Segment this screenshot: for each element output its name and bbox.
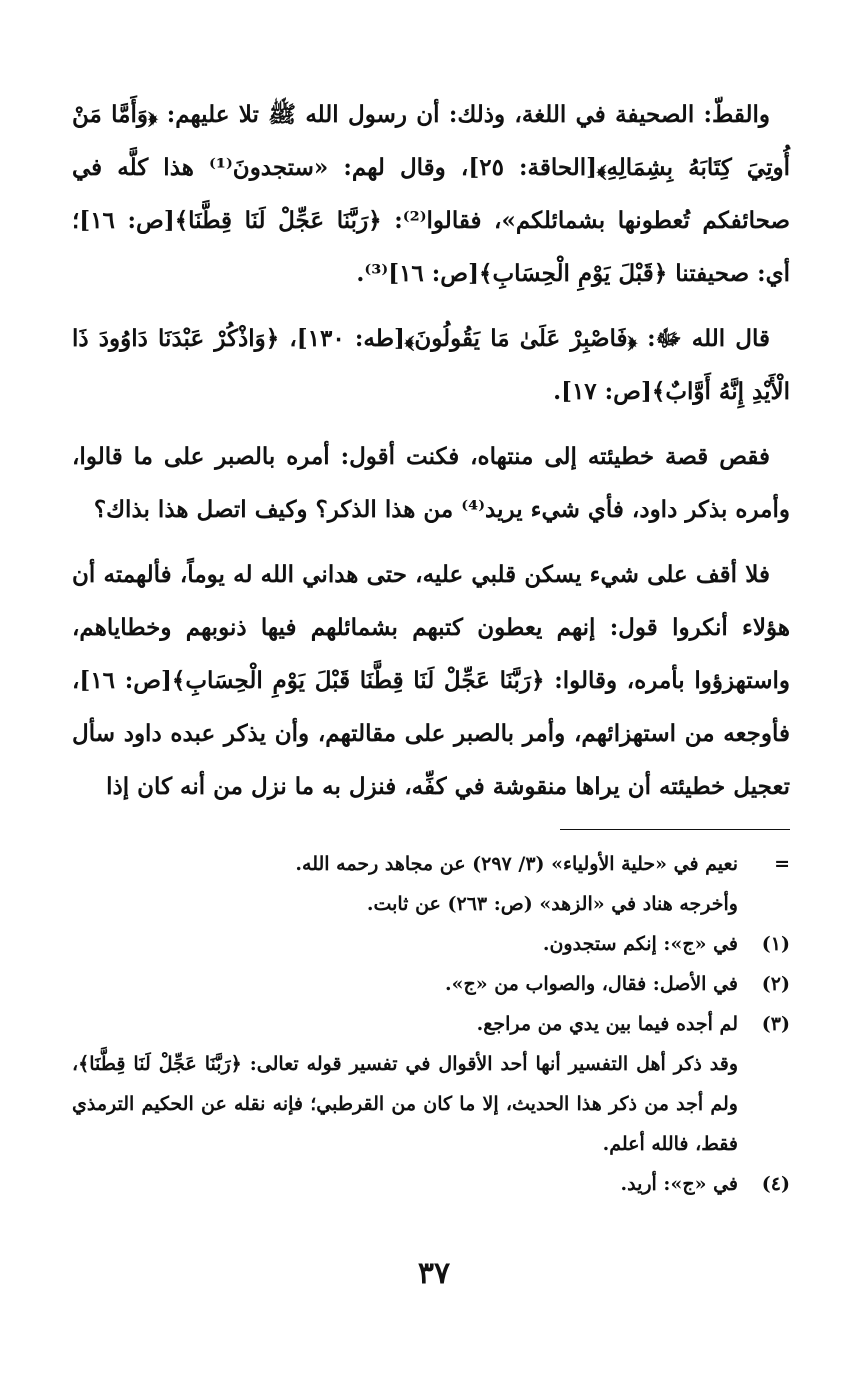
footnote-4 [72,1164,790,1204]
paragraph-1: والقطّ: الصحيفة في اللغة، وذلك: أن رسول الله ﷺ تلا عليهم: ﴿وَأَمَّا مَنْ أُوتِيَ كِتَابَهُ بِشِمَالِهِ﴾[الحاقة: ٢٥]، وقال لهم: «ستجدونَ⁽¹⁾ هذا كلَّه في صحائفكم تُعطونها بشمائلكم»، فقالوا⁽²⁾: ﴿رَبَّنَا عَجِّلْ لَنَا قِطَّنَا﴾[ص: ١٦]؛ أي: صحيفتنا ﴿قَبْلَ يَوْمِ الْحِسَابِ﴾[ص: ١٦]⁽³⁾. [72,101,790,287]
paragraph-3: فقص قصة خطيئته إلى منتهاه، فكنت أقول: أمره بالصبر على ما قالوا، وأمره بذكر داود، فأي شيء يريد⁽⁴⁾ من هذا الذكر؟ وكيف اتصل هذا بذاك؟ [72,443,790,523]
footnote-2-marker: (٢) [761,973,790,995]
footnote-3-text: لم أجده فيما بين يدي من مراجع. [476,1013,738,1035]
footnote-continued-text: نعيم في «حلية الأولياء» (٣/ ٢٩٧) عن مجاهد رحمه الله. [295,853,738,875]
footnote-1-marker: (١) [761,933,790,955]
footnote-continued-marker: = [774,853,790,875]
page-number: ٣٧ [417,1256,451,1291]
footnote-1 [72,924,790,964]
footnote-divider [560,829,790,830]
main-text [72,88,790,813]
footnote-3 [72,1004,790,1044]
footnote-4-marker: (٤) [761,1173,790,1195]
footnotes [72,844,790,1204]
footnote-3-marker: (٣) [761,1013,790,1035]
paragraph-2: قال الله ﷻ: ﴿فَاصْبِرْ عَلَىٰ مَا يَقُولُونَ﴾[طه: ١٣٠]، ﴿وَاذْكُرْ عَبْدَنَا دَاوُودَ ذَا الْأَيْدِ إِنَّهُ أَوَّابٌ﴾[ص: ١٧]. [72,325,790,405]
footnote-continued-line2: وأخرجه هناد في «الزهد» (ص: ٢٦٣) عن ثابت. [366,893,738,915]
footnote-1-text: في «ج»: إنكم ستجدون. [542,933,738,955]
footnote-continued [72,844,790,884]
footnote-3-continuation: وقد ذكر أهل التفسير أنها أحد الأقوال في تفسير قوله تعالى: ﴿رَبَّنَا عَجِّلْ لَنَا قِطَّنَا﴾، ولم أجد من ذكر هذا الحديث، إلا ما كان من القرطبي؛ فإنه نقله عن الحكيم الترمذي فقط، فالله أعلم. [72,1053,738,1155]
footnote-2-text: في الأصل: فقال، والصواب من «ج». [444,973,738,995]
footnote-2 [72,964,790,1004]
footnote-4-text: في «ج»: أريد. [620,1173,738,1195]
paragraph-4: فلا أقف على شيء يسكن قلبي عليه، حتى هداني الله له يوماً، فألهمته أن هؤلاء أنكروا قول: إنهم يعطون كتبهم بشمائلهم فيها ذنوبهم وخطاياهم، واستهزؤوا بأمره، وقالوا: ﴿رَبَّنَا عَجِّلْ لَنَا قِطَّنَا قَبْلَ يَوْمِ الْحِسَابِ﴾[ص: ١٦]، فأوجعه من استهزائهم، وأمر بالصبر على مقالتهم، وأن يذكر عبده داود سأل تعجيل خطيئته أن يراها منقوشة في كفِّه، فنزل به ما نزل من أنه كان إذا [72,561,790,800]
